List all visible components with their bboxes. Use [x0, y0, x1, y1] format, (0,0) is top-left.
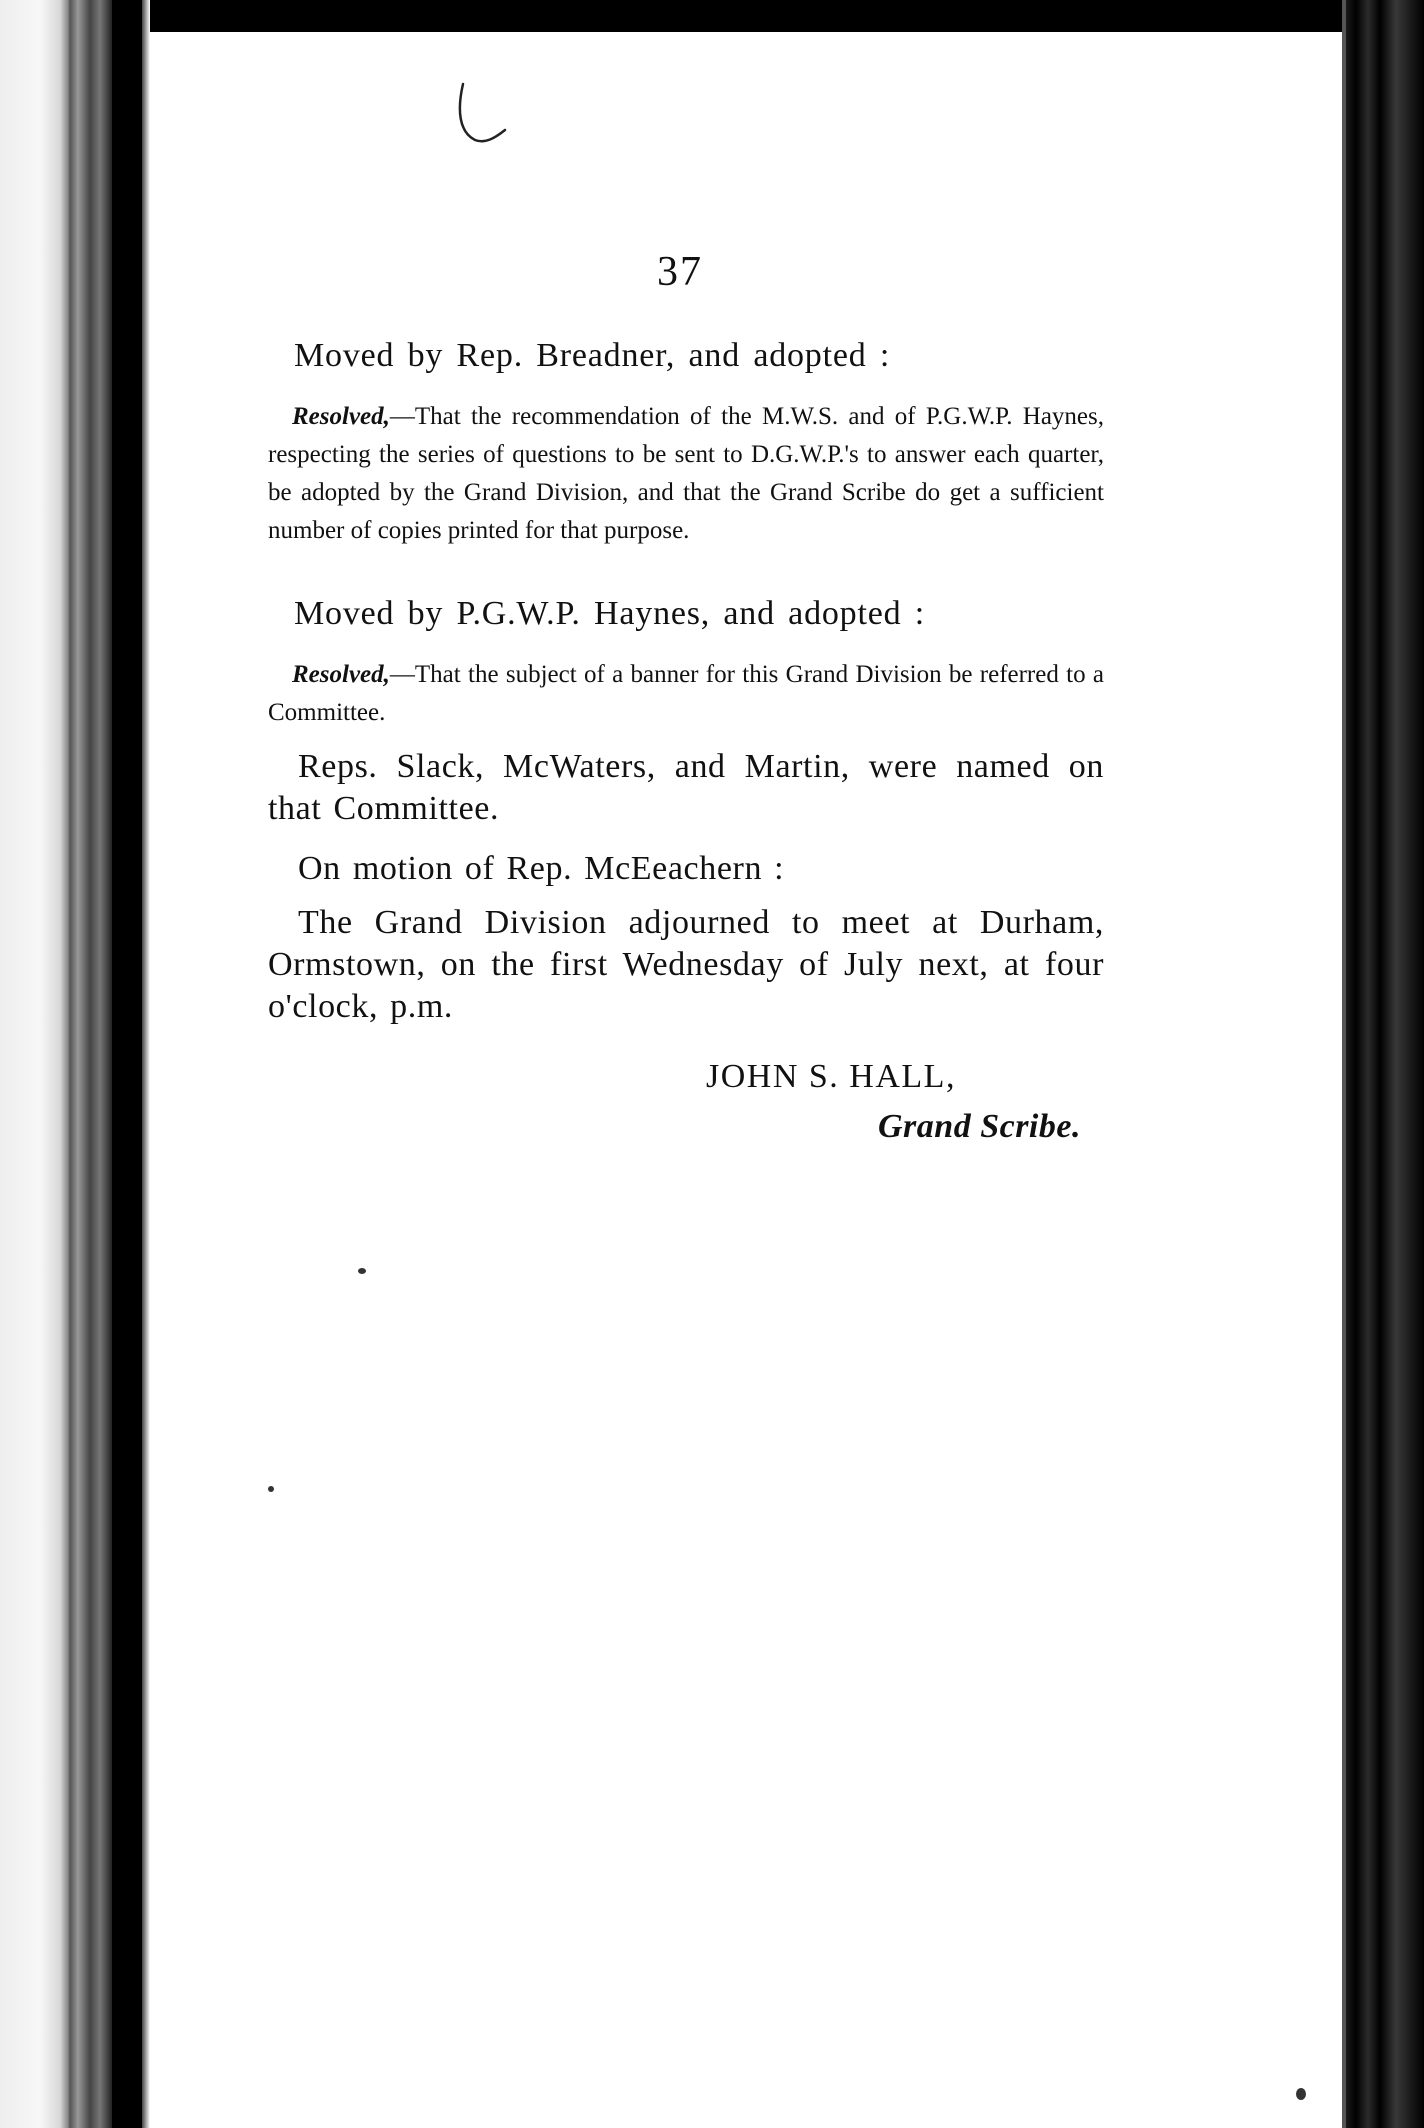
book-spine-edge	[70, 0, 112, 2128]
page-number: 37	[657, 249, 703, 295]
resolution-banner	[268, 656, 1104, 732]
committee-named: Reps. Slack, McWaters, and Martin, were named on that Committee.	[268, 748, 1104, 827]
motion-breadner: Moved by Rep. Breadner, and adopted :	[294, 337, 891, 374]
ink-speck	[268, 1486, 274, 1492]
gutter-fade	[142, 0, 150, 2128]
signature-title: Grand Scribe.	[878, 1108, 1081, 1145]
signature-name: JOHN S. HALL,	[706, 1058, 956, 1095]
ink-speck	[1296, 2088, 1306, 2100]
scan-left-edge	[0, 0, 70, 2128]
ink-speck	[358, 1268, 366, 1274]
motion-mceeachern: On motion of Rep. McEeachern :	[298, 850, 785, 887]
adjournment-notice: The Grand Division adjourned to meet at Durham, Ormstown, on the first Wednesday of July next, at four o'clock, p.m.	[268, 904, 1104, 1025]
book-gutter-shadow	[112, 0, 142, 2128]
resolution-questions	[268, 398, 1104, 550]
resolution-text: —That the subject of a banner for this Grand Division be referred to a Committee.	[268, 661, 1104, 726]
scan-right-edge	[1346, 0, 1424, 2128]
motion-haynes: Moved by P.G.W.P. Haynes, and adopted :	[294, 595, 925, 632]
resolved-label: Resolved,	[292, 403, 390, 430]
resolution-text: —That the recommendation of the M.W.S. and of P.G.W.P. Haynes, respecting the series of questions to be sent to D.G.W.P.'s to answer each quarter, be adopted by the Grand Division, and that the Grand Scribe do get a sufficient number of copies printed for that purpose.	[268, 403, 1104, 544]
pencil-mark-icon	[455, 80, 509, 146]
scan-top-border	[0, 0, 1424, 32]
resolved-label: Resolved,	[292, 661, 390, 688]
